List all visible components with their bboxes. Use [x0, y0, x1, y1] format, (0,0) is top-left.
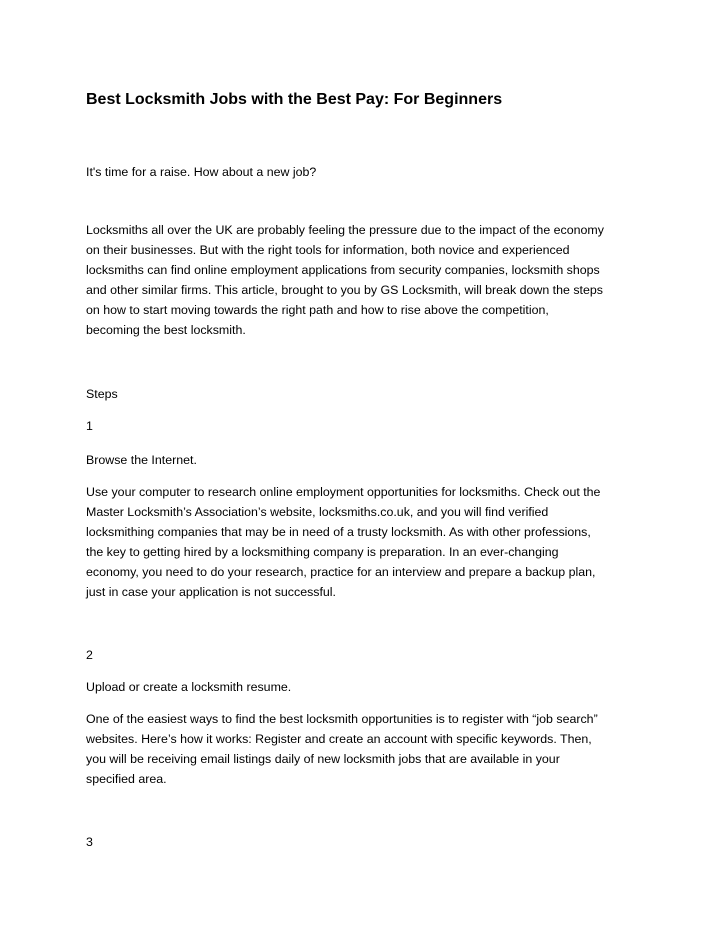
step-3-number: 3 [86, 835, 93, 849]
step-1-number: 1 [86, 419, 93, 433]
steps-heading: Steps [86, 387, 118, 401]
step-1-line: economy, you need to do your research, practice for an interview and prepare a backup plan, [86, 565, 596, 579]
step-2-line: specified area. [86, 772, 167, 786]
intro-line: locksmiths can find online employment applications from security companies, locksmith shops [86, 263, 600, 277]
step-1-line: the key to getting hired by a locksmithing company is preparation. In an ever-changing [86, 545, 559, 559]
intro-paragraph [86, 220, 646, 340]
intro-line: on how to start moving towards the right path and how to rise above the competition, [86, 303, 549, 317]
step-1-line: locksmithing companies that may be in need of a trusty locksmith. As with other professions, [86, 525, 591, 539]
step-1-line: Master Locksmith’s Association’s website, locksmiths.co.uk, and you will find verified [86, 505, 549, 519]
step-2-line: websites. Here’s how it works: Register and create an account with specific keywords. Then, [86, 732, 592, 746]
step-2-line: you will be receiving email listings daily of new locksmith jobs that are available in your [86, 752, 560, 766]
step-2-heading: Upload or create a locksmith resume. [86, 680, 292, 694]
step-1-heading: Browse the Internet. [86, 453, 197, 467]
step-2-line: One of the easiest ways to find the best locksmith opportunities is to register with “job search” [86, 712, 598, 726]
step-2-number: 2 [86, 648, 93, 662]
step-1-line: just in case your application is not successful. [86, 585, 337, 599]
step-1-body [86, 482, 646, 602]
intro-line: Locksmiths all over the UK are probably feeling the pressure due to the impact of the economy [86, 223, 604, 237]
document-subtitle: It's time for a raise. How about a new job? [86, 165, 317, 179]
step-2-body [86, 709, 646, 789]
step-1-line: Use your computer to research online employment opportunities for locksmiths. Check out the [86, 485, 601, 499]
document-title: Best Locksmith Jobs with the Best Pay: For Beginners [86, 91, 503, 108]
intro-line: and other similar firms. This article, brought to you by GS Locksmith, will break down the steps [86, 283, 603, 297]
intro-line: becoming the best locksmith. [86, 323, 246, 337]
intro-line: on their businesses. But with the right tools for information, both novice and experienced [86, 243, 570, 257]
